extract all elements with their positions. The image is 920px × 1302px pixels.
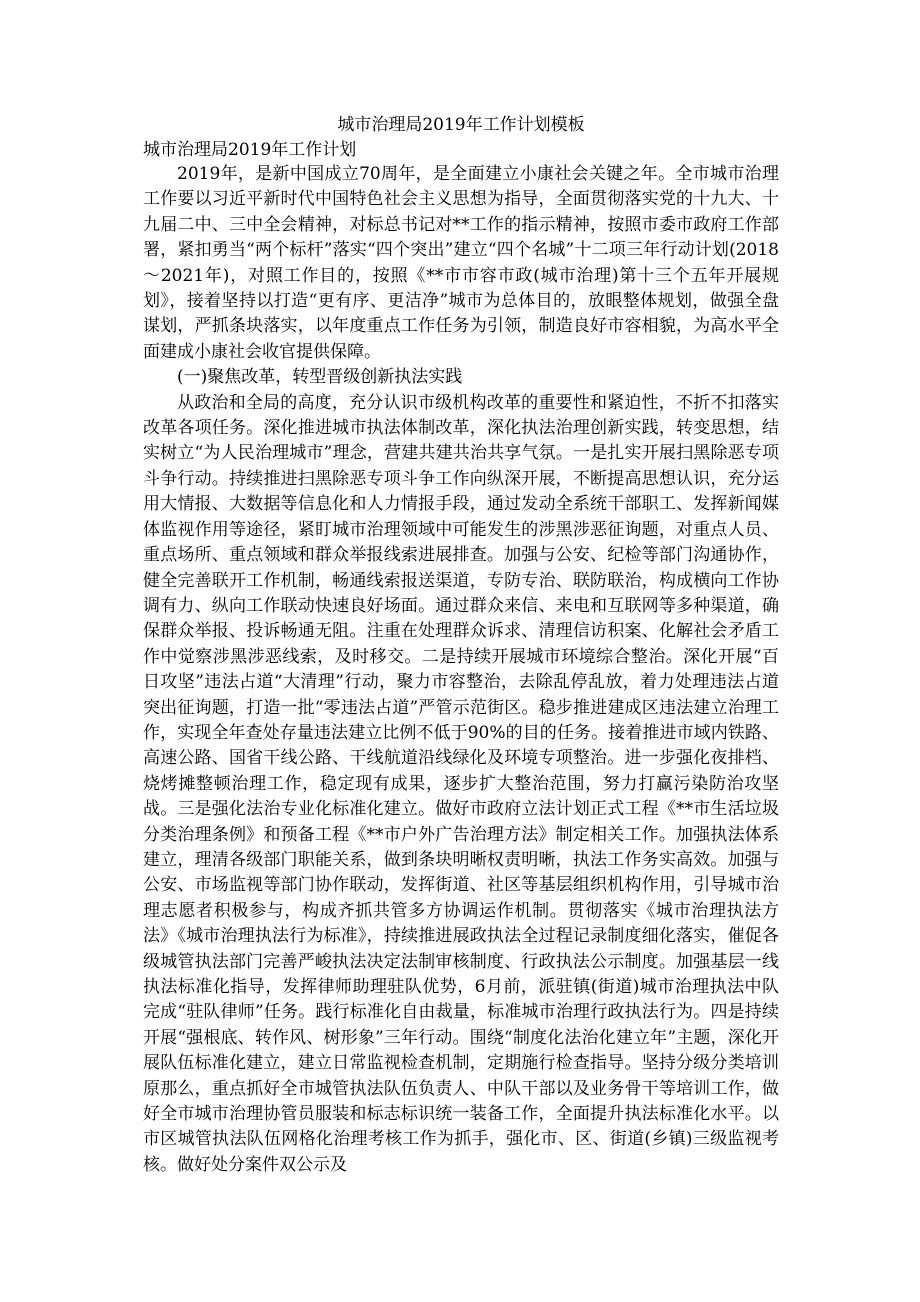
section-body-paragraph: 从政治和全局的高度，充分认识市级机构改革的重要性和紧迫性，不折不扣落实改革各项任务。深化推进城市执法体制改革，深化执法治理创新实践，转变思想，结实树立“为人民治理城市”理念，营建共建共治共享气氛。一是扎实开展扫黑除恶专项斗争行动。持续推进扫黑除恶专项斗争工作向纵深开展，不断提高思想认识，充分运用大情报、大数据等信息化和人力情报手段，通过发动全系统干部职工、发挥新闻媒体监视作用等途径，紧盯城市治理领域中可能发生的涉黑涉恶征询题，对重点人员、重点场所、重点领域和群众举报线索进展排查。加强与公安、纪检等部门沟通协作，健全完善联开工作机制，畅通线索报送渠道，专防专治、联防联治，构成横向工作协调有力、纵向工作联动快速良好场面。通过群众来信、来电和互联网等多种渠道，确保群众举报、投诉畅通无阻。注重在处理群众诉求、清理信访积案、化解社会矛盾工作中觉察涉黑涉恶线索，及时移交。二是持续开展城市环境综合整治。深化开展“百日攻坚”违法占道“大清理”行动，聚力市容整治，去除乱停乱放，着力处理违法占道突出征询题，打造一批“零违法占道”严管示范街区。稳步推进建成区违法建立治理工作，实现全年查处存量违法建立比例不低于90%的目的任务。接着推进市域内铁路、高速公路、国省干线公路、干线航道沿线绿化及环境专项整治。进一步强化夜排档、烧烤摊整顿治理工作，稳定现有成果，逐步扩大整治范围，努力打赢污染防治攻坚战。三是强化法治专业化标准化建立。做好市政府立法计划正式工程《**市生活垃圾分类治理条例》和预备工程《**市户外广告治理方法》制定相关工作。加强执法体系建立，理清各级部门职能关系，做到条块明晰权责明晰，执法工作务实高效。加强与公安、市场监视等部门协作联动，发挥街道、社区等基层组织机构作用，引导城市治理志愿者积极参与，构成齐抓共管多方协调运作机制。贯彻落实《城市治理执法方法》《城市治理执法行为标准》，持续推进展政执法全过程记录制度细化落实，催促各级城管执法部门完善严峻执法决定法制审核制度、行政执法公示制度。加强基层一线执法标准化指导，发挥律师助理驻队优势，6月前，派驻镇(街道)城市治理执法中队完成“驻队律师”任务。践行标准化自由裁量，标准城市治理行政执法行为。四是持续开展“强根底、转作风、树形象”三年行动。围绕“制度化法治化建立年”主题，深化开展队伍标准化建立，建立日常监视检查机制，定期施行检查指导。坚持分级分类培训原那么，重点抓好全市城管执法队伍负责人、中队干部以及业务骨干等培训工作，做好全市城市治理协管员服装和标志标识统一装备工作，全面提升执法标准化水平。以市区城管执法队伍网格化治理考核工作为抓手，强化市、区、街道(乡镇)三级监视考核。做好处分案件双公示及 <box>143 392 779 1175</box>
section-heading: (一)聚焦改革，转型晋级创新执法实践 <box>177 367 463 388</box>
document-subtitle: 城市治理局2019年工作计划 <box>143 140 357 160</box>
document-page <box>143 112 779 1178</box>
document-title: 城市治理局2019年工作计划模板 <box>337 115 585 135</box>
intro-paragraph: 2019年，是新中国成立70周年，是全面建立小康社会关键之年。全市城市治理工作要以习近平新时代中国特色社会主义思想为指导，全面贯彻落实党的十九大、十九届二中、三中全会精神，对标总书记对**工作的指示精神，按照市委市政府工作部署，紧扣勇当“两个标杆”落实“四个突出”建立“四个名城”十二项三年行动计划(2018～2021年)，对照工作目的，按照《**市市容市政(城市治理)第十三个五年开展规划》，接着坚持以打造“更有序、更洁净”城市为总体目的，放眼整体规划，做强全盘谋划，严抓条块落实，以年度重点工作任务为引领，制造良好市容相貌，为高水平全面建成小康社会收官提供保障。 <box>143 164 779 362</box>
